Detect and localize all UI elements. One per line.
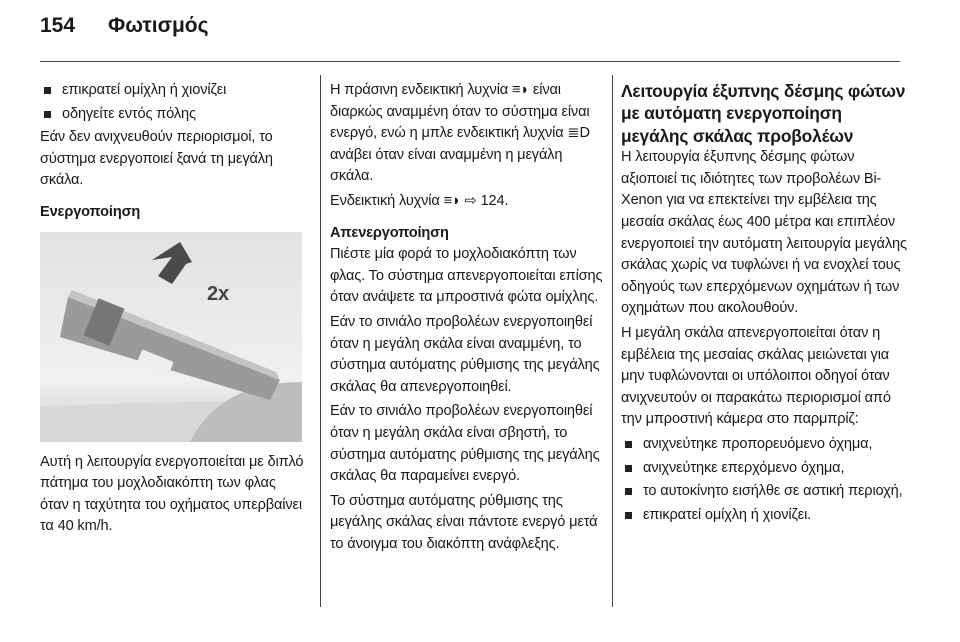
subheading-activation: Ενεργοποίηση [40,203,141,220]
paragraph [330,191,604,213]
high-beam-assist-icon: ≡◗ [511,82,530,98]
list-item: επικρατεί ομίχλη ή χιονίζει. [621,505,909,527]
paragraph: Εάν το σινιάλο προβολέων ενεργοποιηθεί όταν η μεγάλη σκάλα είναι σβηστή, το σύστημα αυτόματης ρύθμισης της μεγάλης σκάλας θα παραμείνει ενεργό. [330,403,600,485]
list-item: ανιχνεύτηκε επερχόμενο όχημα, [621,458,909,480]
high-beam-icon: ≣D [567,125,590,142]
paragraph: Η λειτουργία έξυπνης δέσμης φώτων αξιοποιεί τις ιδιότητες των προβολέων Bi-Xenon για να επεκτείνει την εμβέλεια της μεσαία σκάλας έως 400 μέτρα και επιπλέον ενεργοποιεί την αυτόματη λειτουργία μεγάλης σκάλας χωρίς να τυφλώνει ή να ενοχλεί τους οδηγούς των επερχόμενων οχημάτων ή των οχημάτων που ακολουθούν. [621,149,907,317]
column-1 [40,80,308,541]
paragraph: Το σύστημα αυτόματης ρύθμισης της μεγάλης σκάλας είναι πάντοτε ενεργό μετά το άνοιγμα του διακόπτη ανάφλεξης. [330,492,598,552]
column-divider [612,75,613,607]
section-heading: Λειτουργία έξυπνης δέσμης φώτων με αυτόματη ενεργοποίηση μεγάλης σκάλας προβολέων [621,81,906,146]
text: Η πράσινη ενδεικτική λυχνία [330,82,512,98]
bullet-list [40,80,308,125]
text: είναι διαρκώς αναμμένη όταν το σύστημα είναι ενεργό, ενώ η μπλε ενδεικτική λυχνία [330,82,590,142]
page-reference-link[interactable]: 124. [480,192,509,209]
stalk-drawing [40,232,302,442]
stalk-illustration [40,232,302,442]
page-ref-arrow-icon: ⇨ [464,192,477,209]
high-beam-assist-icon: ≡◗ [443,192,461,209]
paragraph: Εάν δεν ανιχνευθούν περιορισμοί, το σύστημα ενεργοποιεί ξανά τη μεγάλη σκάλα. [40,129,273,189]
paragraph [330,80,604,188]
page-header [40,14,209,38]
header-rule [40,61,900,62]
paragraph: Πιέστε μία φορά το μοχλοδιακόπτη των φλας. Το σύστημα απενεργοποιείται επίσης όταν ανάψετε τα μπροστινά φώτα ομίχλης. [330,246,603,306]
paragraph: Εάν το σινιάλο προβολέων ενεργοποιηθεί όταν η μεγάλη σκάλα είναι αναμμένη, το σύστημα αυτόματης ρύθμισης της μεγάλης σκάλας θα απενεργοποιηθεί. [330,313,600,395]
paragraph: Η μεγάλη σκάλα απενεργοποιείται όταν η εμβέλεια της μεσαίας σκάλας μειώνεται για μην τυφλώνονται οι υπόλοιποι οδηγοί όταν ανιχνευτούν οι παρακάτω περιορισμοί από την μπροστινή κάμερα στο παρμπρίζ: [621,324,891,428]
list-item: οδηγείτε εντός πόλης [40,104,308,126]
page-number: 154 [40,14,76,37]
column-3 [621,80,909,528]
text: ανάβει όταν είναι αναμμένη η μεγάλη σκάλα. [330,146,563,185]
subheading-deactivation: Απενεργοποίηση [330,224,449,241]
figure-label: 2x [207,282,229,305]
bullet-list [621,434,909,526]
column-2 [330,80,604,558]
page-title: Φωτισμός [108,14,209,37]
list-item: επικρατεί ομίχλη ή χιονίζει [40,80,308,102]
list-item: το αυτοκίνητο εισήλθε σε αστική περιοχή, [621,481,909,503]
column-divider [320,75,321,607]
list-item: ανιχνεύτηκε προπορευόμενο όχημα, [621,434,909,456]
text: Ενδεικτική λυχνία [330,192,444,209]
paragraph: Αυτή η λειτουργία ενεργοποιείται με διπλό πάτημα του μοχλοδιακόπτη των φλας όταν η ταχύτητα του οχήματος υπερβαίνει τα 40 km/h. [40,453,304,535]
